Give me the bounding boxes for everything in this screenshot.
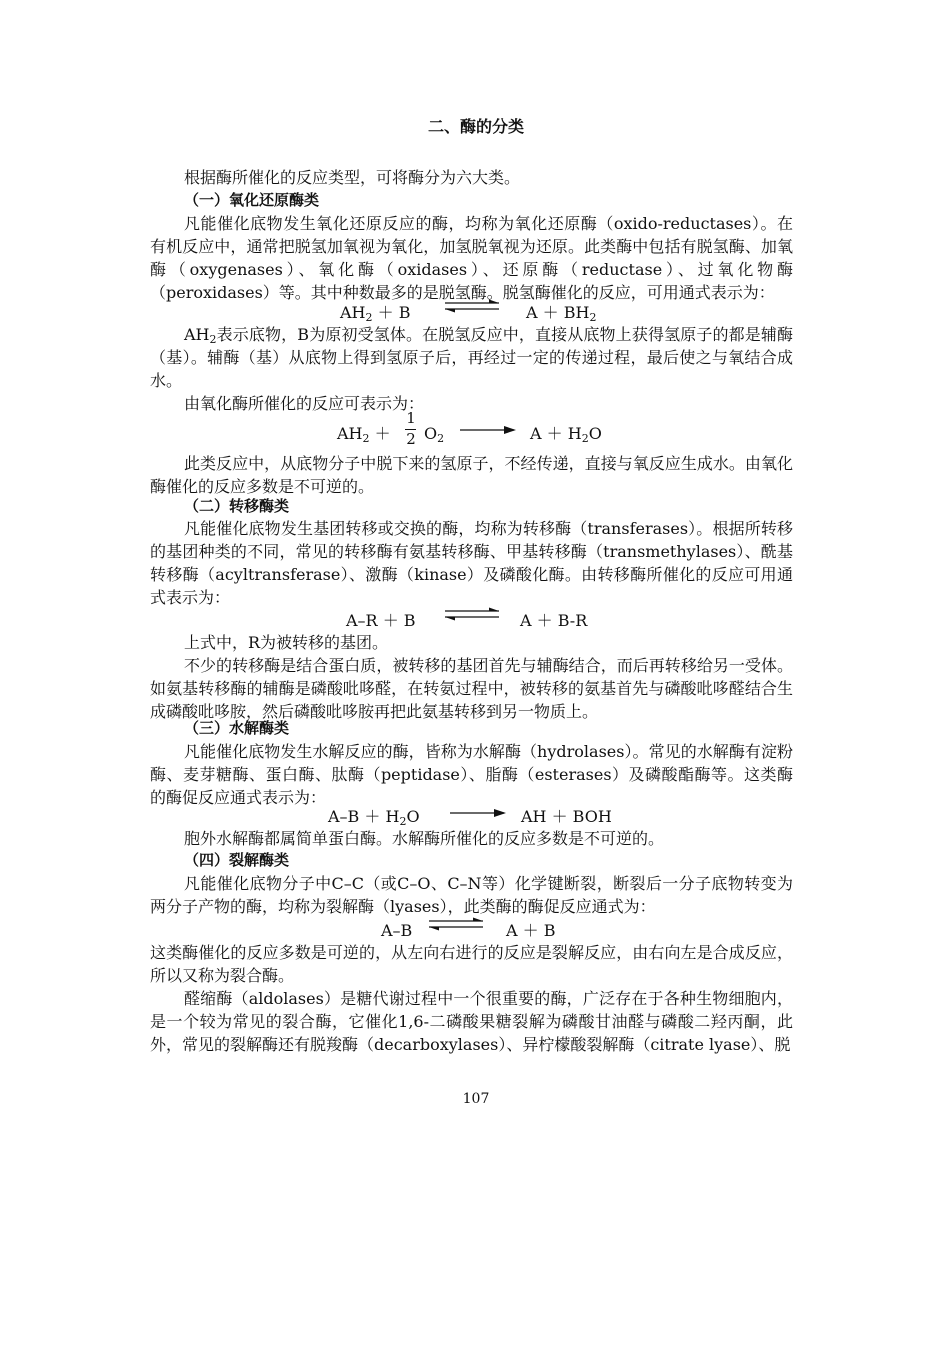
paragraph-transferases-1: 凡能催化底物发生基团转移或交换的酶，均称为转移酶（transferases）。根据所转移的基团种类的不同，常见的转移酶有氨基转移酶、甲基转移酶（transmethylases）、酰基转移酶（acyltransferase）、激酶（kinase）及磷酸化酶。由转移酶所催化的反应可用通式表示为：: [150, 519, 793, 607]
paragraph-transferases-3: 不少的转移酶是结合蛋白质，被转移的基团首先与辅酶结合，而后再转移给另一受体。如氨基转移酶的辅酶是磷酸吡哆醛，在转氨过程中，被转移的氨基首先与磷酸吡哆醛结合生成磷酸吡哆胺，然后磷酸吡哆胺再把此氨基转移到另一物质上。: [150, 656, 793, 721]
eq-transfer-left: A–R ＋ B: [346, 611, 416, 630]
paragraph-lyases-3: 醛缩酶（aldolases）是糖代谢过程中一个很重要的酶，广泛存在于各种生物细胞内，是一个较为常见的裂合酶，它催化1,6-二磷酸果糖裂解为磷酸甘油醛与磷酸二羟丙酮，此外，常见的裂解酶还有脱羧酶（decarboxylases）、异柠檬酸裂解酶（citrate lyase）、脱: [150, 989, 793, 1054]
paragraph-oxidase-intro: 由氧化酶所催化的反应可表示为：: [184, 394, 425, 413]
intro-paragraph: 根据酶所催化的反应类型，可将酶分为六大类。: [184, 168, 521, 187]
forward-arrow-icon: [458, 424, 518, 436]
heading-transferases: （二）转移酶类: [184, 497, 290, 515]
eq-hydrolase-right: AH ＋ BOH: [521, 807, 612, 826]
paragraph-oxidoreductases-2: $AH_2$表示底物，B为原初受氢体。在脱氢反应中，直接从底物上获得氢原子的都是辅酶（基）。辅酶（基）从底物上得到氢原子后，再经过一定的传递过程，最后使之与氧结合成水。: [150, 325, 793, 390]
eq2-oxygen: $O_2$: [424, 424, 445, 445]
eq1-right: $A + BH_2$: [526, 303, 597, 324]
heading-oxidoreductases: （一）氧化还原酶类: [184, 191, 320, 209]
heading-lyases: （四）裂解酶类: [184, 851, 290, 869]
eq-hydrolase-left: $A-B + H_2O$: [328, 807, 420, 828]
paragraph-lyases-1: 凡能催化底物分子中C–C（或C–O、C–N等）化学键断裂，断裂后一分子底物转变为两分子产物的酶，均称为裂解酶（lyases），此类酶的酶促反应通式为：: [150, 874, 793, 916]
paragraph-hydrolases-1: 凡能催化底物发生水解反应的酶，皆称为水解酶（hydrolases）。常见的水解酶有淀粉酶、麦芽糖酶、蛋白酶、肽酶（peptidase）、脂酶（esterases）及磷酸酯酶等。这类酶的酶促反应通式表示为：: [150, 742, 793, 807]
heading-hydrolases: （三）水解酶类: [184, 719, 290, 737]
paragraph-oxidoreductases-3: 此类反应中，从底物分子中脱下来的氢原子，不经传递，直接与氧反应生成水。由氧化酶催化的反应多数是不可逆的。: [150, 454, 793, 496]
eq1-left: $AH_2 + B$: [340, 303, 411, 324]
paragraph-lyases-2: 这类酶催化的反应多数是可逆的，从左向右进行的反应是裂解反应，由右向左是合成反应，所以又称为裂合酶。: [150, 943, 793, 985]
paragraph-oxidoreductases-1: 凡能催化底物发生氧化还原反应的酶，均称为氧化还原酶（oxido-reductases）。在有机反应中，通常把脱氢加氧视为氧化，加氢脱氧视为还原。此类酶中包括有脱氢酶、加氧酶（oxygenases）、氧化酶（oxidases）、还原酶（reductase）、过氧化物酶（peroxidases）等。其中种数最多的是脱氢酶。脱氢酶催化的反应，可用通式表示为：: [150, 214, 793, 302]
eq2-left: $AH_2$ ＋: [337, 424, 391, 445]
paragraph-hydrolases-2: 胞外水解酶都属简单蛋白酶。水解酶所催化的反应多数是不可逆的。: [184, 829, 665, 848]
eq-transfer-right: A ＋ B-R: [520, 611, 588, 630]
eq-lyase-left: A–B: [381, 921, 413, 940]
eq2-right: $A + H_2O$: [530, 424, 602, 445]
fraction-denominator: 2: [406, 430, 416, 448]
section-title: 二、酶的分类: [427, 117, 524, 136]
reversible-arrow-icon: [443, 298, 501, 314]
forward-arrow-icon: [448, 807, 508, 819]
fraction-numerator: 1: [406, 409, 416, 427]
reversible-arrow-icon: [427, 916, 485, 932]
reversible-arrow-icon: [443, 606, 501, 622]
page-number: 107: [462, 1091, 490, 1107]
paragraph-transferases-2: 上式中，R为被转移的基团。: [184, 633, 389, 652]
eq-lyase-right: A ＋ B: [506, 921, 556, 940]
